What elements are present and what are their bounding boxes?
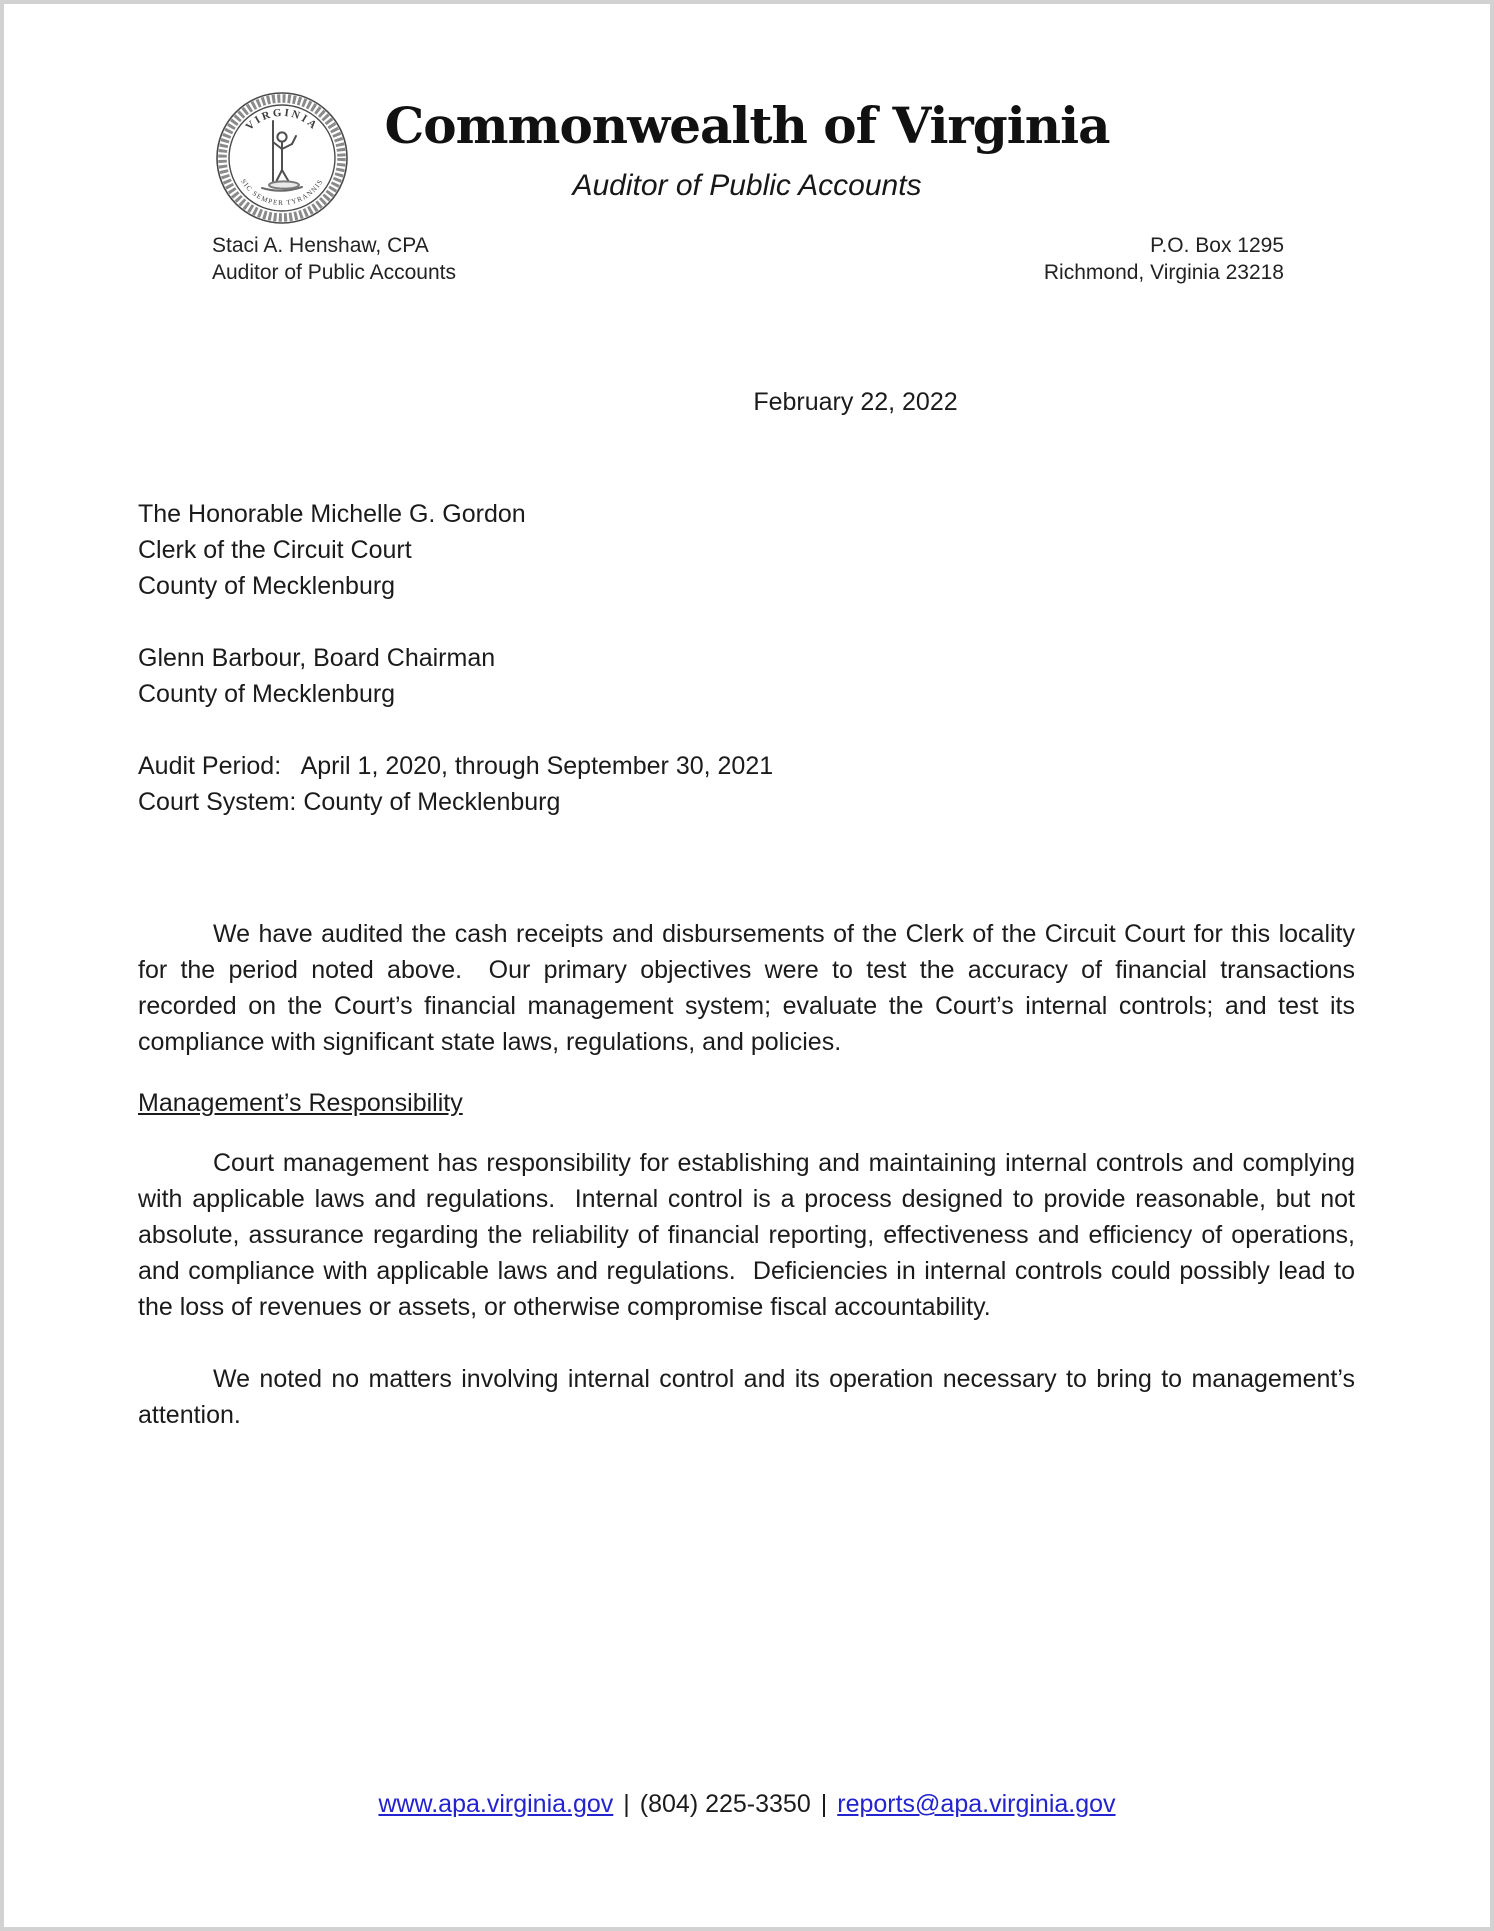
recipient-block-2	[138, 640, 1355, 712]
footer-email-link[interactable]: reports@apa.virginia.gov	[837, 1790, 1116, 1818]
recipient-locality: County of Mecklenburg	[138, 680, 396, 708]
audit-info-block	[138, 748, 1355, 820]
recipient-name: Glenn Barbour, Board Chairman	[138, 644, 496, 672]
recipient-locality: County of Mecklenburg	[138, 572, 396, 600]
court-system-line: Court System: County of Mecklenburg	[138, 788, 561, 816]
auditor-title: Auditor of Public Accounts	[212, 261, 456, 284]
seal-bottom-text: SIC SEMPER TYRANNIS	[239, 177, 325, 208]
po-box-line: P.O. Box 1295	[1150, 234, 1284, 257]
auditor-contact-block	[212, 232, 456, 286]
svg-text:VIRGINIA	[243, 107, 320, 133]
recipient-title: Clerk of the Circuit Court	[138, 536, 412, 564]
city-state-zip-line: Richmond, Virginia 23218	[1043, 261, 1284, 284]
office-address-block	[1044, 232, 1284, 286]
paragraph-audit-scope: We have audited the cash receipts and disbursements of the Clerk of the Circuit Court for this locality for the period noted above. Our primary objectives were to test the accuracy of financial transactions recorded on the Court’s financial management system; evaluate the Court’s internal controls; and test its compliance with significant state laws, regulations, and policies.	[138, 920, 1355, 1056]
footer-separator: |	[820, 1790, 828, 1818]
recipient-name: The Honorable Michelle G. Gordon	[138, 500, 526, 528]
footer-website-link[interactable]: www.apa.virginia.gov	[378, 1790, 614, 1818]
auditor-name: Staci A. Henshaw, CPA	[212, 234, 429, 257]
letter-body	[138, 384, 1355, 1433]
letter-date: February 22, 2022	[753, 388, 958, 416]
recipient-block-1	[138, 496, 1355, 604]
letterhead-subtitle: Auditor of Public Accounts	[572, 168, 922, 202]
footer-phone: (804) 225-3350	[639, 1790, 811, 1818]
page-footer	[4, 1786, 1490, 1822]
audit-period-line: Audit Period: April 1, 2020, through September 30, 2021	[138, 752, 774, 780]
paragraph-no-matters-noted: We noted no matters involving internal control and its operation necessary to bring to management’s attention.	[138, 1365, 1355, 1429]
paragraph-management-responsibility: Court management has responsibility for establishing and maintaining internal controls and complying with applicable laws and regulations. Internal control is a process designed to provide reasonable, but not absolute, assurance regarding the reliability of financial reporting, effectiveness and efficiency of operations, and compliance with applicable laws and regulations. Deficiencies in internal controls could possibly lead to the loss of revenues or assets, or otherwise compromise fiscal accountability.	[138, 1149, 1355, 1321]
letterhead-title: Commonwealth of Virginia	[384, 96, 1110, 155]
virginia-state-seal-icon	[214, 90, 350, 226]
footer-separator: |	[623, 1790, 630, 1818]
seal-figure	[262, 121, 302, 191]
letterhead	[4, 4, 1490, 296]
section-heading-managements-responsibility: Management’s Responsibility	[138, 1089, 463, 1117]
seal-top-text: VIRGINIA	[243, 106, 321, 133]
